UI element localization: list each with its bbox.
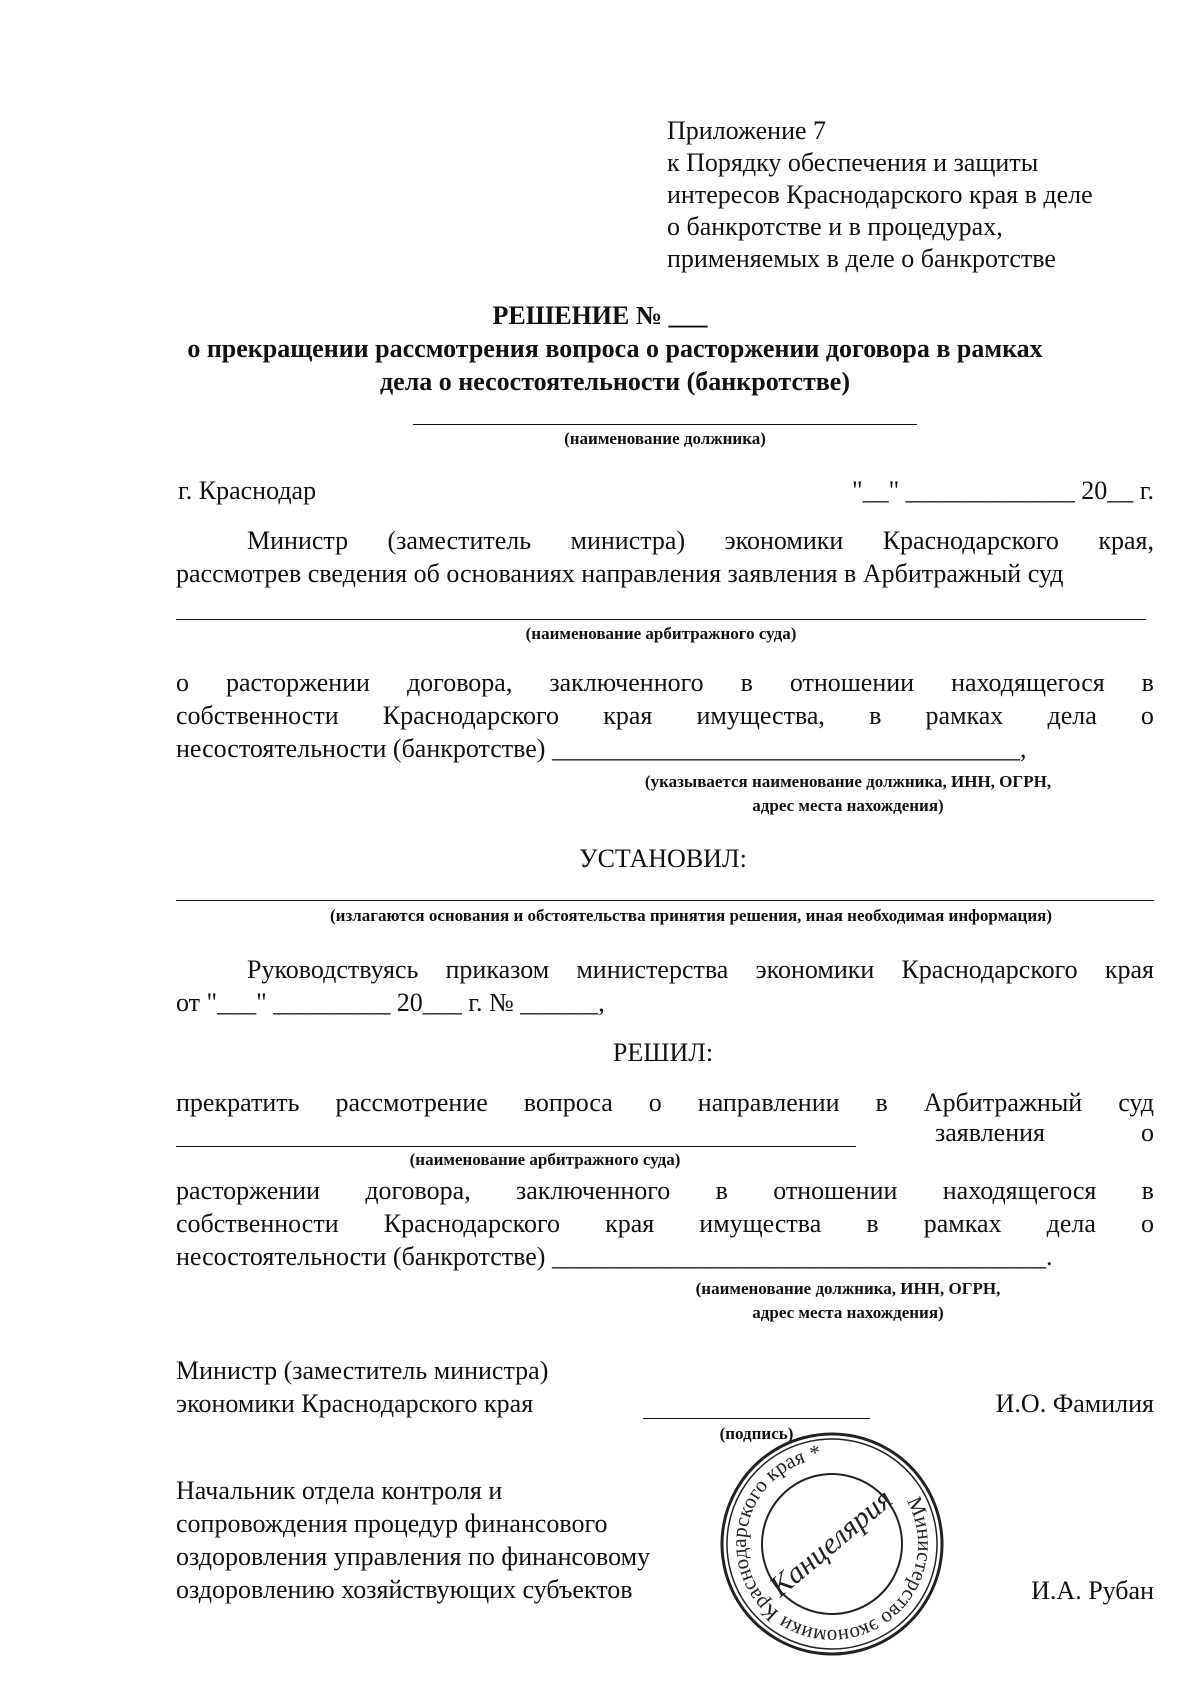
decided-heading: РЕШИЛ: (612, 1038, 714, 1067)
signatory-2-line-1: Начальник отдела контроля и (176, 1476, 503, 1505)
appendix-line-3: интересов Краснодарского края в деле (667, 180, 1093, 209)
paragraph-4-line-1: прекратить рассмотрение вопроса о направлении в Арбитражный суд (176, 1088, 1154, 1117)
grounds-line (176, 900, 1154, 901)
stamp-ring-text: Министерство экономики Краснодарского края * (726, 1439, 938, 1650)
paragraph-4-line-5: несостоятельности (банкротстве) ______________________________________. (176, 1242, 1053, 1271)
debtor-name-caption: (наименование должника) (564, 429, 766, 448)
paragraph-3-line-2: от "___" _________ 20___ г. № ______, (176, 988, 605, 1017)
debtor-address-caption-1: адрес места нахождения) (752, 796, 944, 815)
decision-subtitle-1: о прекращении рассмотрения вопроса о расторжении договора в рамках (187, 334, 1043, 363)
signatory-1-line-2: экономики Краснодарского края (176, 1389, 534, 1418)
appendix-line-4: о банкротстве и в процедурах, (667, 212, 1003, 241)
grounds-caption: (излагаются основания и обстоятельства принятия решения, иная необходимая информация) (329, 906, 1052, 925)
debtor-name-line (413, 424, 917, 425)
paragraph-1-line-2: рассмотрев сведения об основаниях направления заявления в Арбитражный суд (176, 559, 1064, 588)
paragraph-2-line-3: несостоятельности (банкротстве) ____________________________________, (176, 734, 1027, 763)
paragraph-4-line-4: собственности Краснодарского края имущества в рамках дела о (176, 1209, 1154, 1238)
court-name-caption-2: (наименование арбитражного суда) (409, 1150, 681, 1169)
stamp-center-text: Канцелярия (763, 1482, 899, 1604)
paragraph-2-line-1: о расторжении договора, заключенного в отношении находящегося в (176, 668, 1154, 697)
paragraph-4-line-2: заявления о (935, 1118, 1154, 1147)
signatory-2-line-3: оздоровления управления по финансовому (176, 1542, 651, 1571)
signatory-1-name: И.О. Фамилия (995, 1389, 1154, 1418)
signatory-2-line-4: оздоровлению хозяйствующих субъектов (176, 1575, 633, 1604)
debtor-full-caption-2: (наименование должника, ИНН, ОГРН, (695, 1279, 1001, 1298)
court-name-caption-1: (наименование арбитражного суда) (525, 624, 797, 643)
signatory-1-line-1: Министр (заместитель министра) (176, 1356, 549, 1385)
appendix-line-5: применяемых в деле о банкротстве (667, 244, 1056, 273)
established-heading: УСТАНОВИЛ: (579, 844, 747, 873)
debtor-full-caption-1: (указывается наименование должника, ИНН, ОГРН, (644, 772, 1052, 791)
paragraph-1-line-1: Министр (заместитель министра) экономики Краснодарского края, (247, 526, 1154, 555)
paragraph-2-line-2: собственности Краснодарского края имущества, в рамках дела о (176, 701, 1154, 730)
debtor-address-caption-2: адрес места нахождения) (752, 1303, 944, 1322)
signatory-2-line-2: сопровождения процедур финансового (176, 1509, 608, 1538)
court-name-line-2 (176, 1146, 856, 1147)
decision-date: "__" _____________ 20__ г. (852, 476, 1154, 505)
decision-subtitle-2: дела о несостоятельности (банкротстве) (380, 367, 850, 396)
paragraph-3-line-1: Руководствуясь приказом министерства экономики Краснодарского края (247, 955, 1154, 984)
decision-title: РЕШЕНИЕ № ___ (492, 301, 708, 330)
court-name-line-1 (176, 619, 1146, 620)
office-stamp (718, 1430, 946, 1658)
appendix-line-2: к Порядку обеспечения и защиты (667, 148, 1039, 177)
appendix-line-1: Приложение 7 (667, 116, 827, 145)
signatory-2-name: И.А. Рубан (1031, 1576, 1154, 1605)
signature-line (643, 1418, 870, 1419)
signature-caption: (подпись) (719, 1424, 794, 1443)
city: г. Краснодар (178, 476, 317, 505)
paragraph-4-line-3: расторжении договора, заключенного в отношении находящегося в (176, 1176, 1154, 1205)
